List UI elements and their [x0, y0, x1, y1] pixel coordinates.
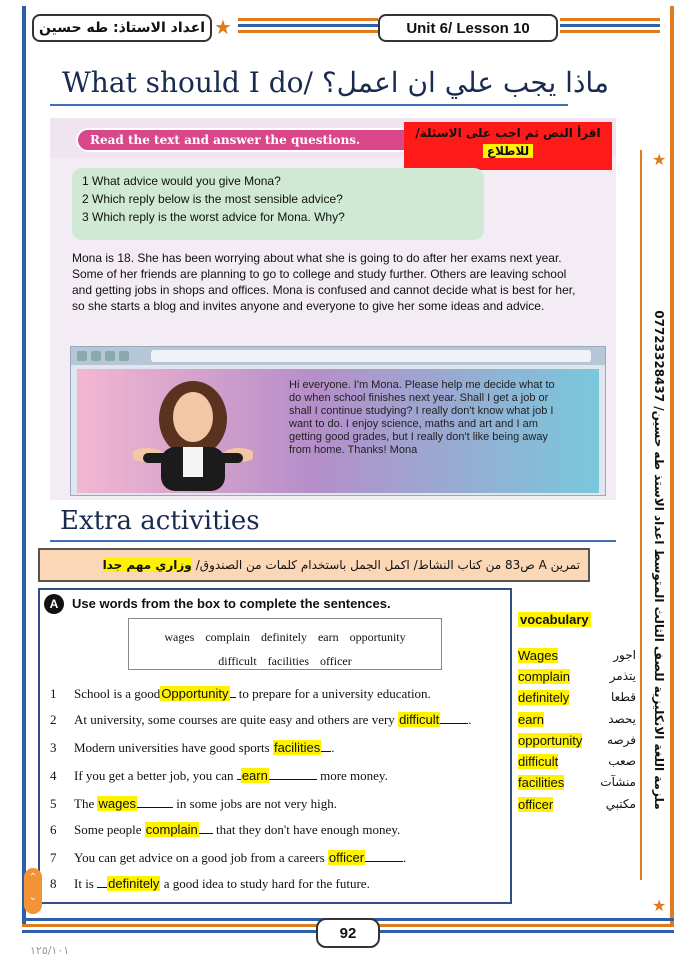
answer-fill: definitely	[108, 876, 160, 891]
vocab-ar: مكتبي	[605, 797, 636, 811]
answer-fill: Opportunity	[161, 686, 229, 701]
arabic-instruction	[38, 548, 590, 582]
vocab-en: officer	[518, 797, 554, 812]
answer-fill: earn	[241, 768, 268, 783]
sentence-3	[50, 740, 334, 756]
browser-toolbar	[71, 347, 605, 365]
sentence-number: 6	[50, 822, 57, 837]
arabic-note-highlight: للاطلاع	[483, 144, 533, 158]
vocab-item	[518, 669, 570, 684]
page-scroll-widget[interactable]	[24, 868, 42, 914]
arabic-instruction-text: تمرين A ص83 من كتاب النشاط/ اكمل الجمل باستخدام كلمات من الصندوق/	[195, 558, 580, 572]
sentence-5	[50, 796, 337, 812]
question-item: 3 Which reply is the worst advice for Mona. Why?	[82, 210, 345, 224]
sentence-number: 8	[50, 876, 57, 891]
side-vertical-text	[646, 230, 672, 890]
vocab-ar: منشآت	[600, 775, 636, 789]
sentence-number: 5	[50, 796, 57, 811]
mona-blog-message: Hi everyone. I'm Mona. Please help me decide what to do when school finishes next year. Shall I get a job or shall I continue studying? I really don't know what job I want to do. I enjoy science, maths and art and I am getting good grades, but I really don't like being away from home. Thanks! Mona	[289, 379, 555, 456]
sentence-text: It is	[74, 876, 94, 891]
reading-panel	[50, 118, 616, 500]
star-icon: ★	[214, 15, 232, 39]
sentence-text: You can get advice on a good job from a careers	[74, 850, 325, 865]
mona-photo	[133, 373, 253, 491]
unit-label: Unit 6/ Lesson 10	[378, 14, 558, 42]
sentence-number: 4	[50, 768, 57, 783]
arabic-note-text: اقرأ النص ثم اجب على الاسئلة/	[415, 126, 601, 140]
sentence-6	[50, 822, 400, 838]
box-word: wages	[164, 630, 195, 644]
answer-fill: wages	[98, 796, 137, 811]
activity-letter: A	[44, 594, 64, 614]
star-icon: ★	[652, 896, 667, 915]
sentence-number: 1	[50, 686, 57, 701]
word-box-row	[129, 649, 441, 673]
address-bar	[151, 350, 591, 362]
box-word: earn	[317, 630, 339, 644]
vocab-ar: قطعا	[610, 690, 636, 704]
chevron-down-icon[interactable]: ⌄	[28, 892, 38, 903]
word-box-row	[129, 625, 441, 649]
arabic-note	[404, 122, 612, 170]
question-item: 1 What advice would you give Mona?	[82, 174, 281, 188]
sentence-number: 3	[50, 740, 57, 755]
sentence-2	[50, 712, 472, 728]
vocab-en: difficult	[518, 754, 559, 769]
sentence-1	[50, 686, 431, 702]
sentence-text: a good idea to study hard for the future.	[163, 876, 370, 891]
extra-activities-heading: Extra activities	[60, 506, 260, 536]
answer-fill: officer	[328, 850, 365, 865]
sentence-number: 2	[50, 712, 57, 727]
sentence-7	[50, 850, 406, 866]
vocab-en: facilities	[518, 775, 565, 790]
footer-code: ١٢٥/١٠١	[30, 944, 70, 957]
vocab-en: opportunity	[518, 733, 583, 748]
sentence-text: .	[468, 712, 472, 727]
side-text-label: ملزمة اللغة الانكليزية للصف الثالث المتوسط اعداد الاستذ طه حسين/ 07723328437	[652, 310, 666, 810]
box-word: officer	[320, 654, 352, 668]
refresh-icon	[105, 351, 115, 361]
vocab-item	[518, 775, 564, 790]
answer-fill: difficult	[399, 712, 440, 727]
back-icon	[77, 351, 87, 361]
answer-fill: facilities	[273, 740, 321, 755]
star-icon: ★	[652, 150, 667, 169]
activity-instruction: Use words from the box to complete the sentences.	[72, 596, 391, 611]
questions-box	[72, 168, 484, 240]
forward-icon	[91, 351, 101, 361]
box-word: difficult	[218, 654, 257, 668]
box-word: opportunity	[349, 630, 406, 644]
sentence-text: Modern universities have good sports	[74, 740, 270, 755]
vocab-ar: يتذمر	[609, 669, 636, 683]
vocab-ar: صعب	[608, 754, 636, 768]
sentence-text: more money.	[320, 768, 388, 783]
vocab-item	[518, 754, 558, 769]
header-stripes-right	[560, 18, 660, 36]
sentence-text: School is a good	[74, 686, 161, 701]
vocab-item	[518, 733, 582, 748]
vocab-item	[518, 712, 544, 727]
vocab-item	[518, 648, 558, 663]
sentence-text: .	[403, 850, 407, 865]
vocab-item	[518, 690, 569, 705]
sentence-text: that they don't have enough money.	[216, 822, 401, 837]
vocab-en: definitely	[518, 690, 570, 705]
arabic-instruction-highlight: وزاري مهم جدا	[102, 558, 192, 572]
word-box	[128, 618, 442, 670]
vocab-ar: فرصه	[607, 733, 636, 747]
sentence-4	[50, 768, 388, 784]
page-title: What should I do/ ماذا يجب علي ان اعمل؟	[62, 66, 609, 99]
side-border	[640, 150, 642, 880]
box-word: complain	[205, 630, 250, 644]
sentence-number: 7	[50, 850, 57, 865]
reading-passage: Mona is 18. She has been worrying about what she is going to do after her exams next year. Some of her friends are planning to go to college and study further. Others are leaving school and getting jobs in shops and offices. Mona is confused and cannot decide what is best for her, so she starts a blog and invites anyone and everyone to give her some ideas and advice.	[72, 251, 576, 313]
extra-underline	[50, 540, 616, 542]
sentence-text: in some jobs are not very high.	[176, 796, 337, 811]
header-stripes	[238, 18, 378, 36]
vocab-ar: يحصد	[608, 712, 636, 726]
question-item: 2 Which reply below is the most sensible advice?	[82, 192, 343, 206]
answer-fill: complain	[145, 822, 198, 837]
read-instruction-button: Read the text and answer the questions.	[76, 128, 416, 152]
sentence-text: to prepare for a university education.	[238, 686, 431, 701]
sentence-text: .	[331, 740, 335, 755]
box-word: facilities	[267, 654, 309, 668]
sentence-text: The	[74, 796, 95, 811]
vocab-ar: اجور	[613, 648, 636, 662]
box-word: definitely	[261, 630, 307, 644]
chevron-up-icon[interactable]: ⌃	[28, 872, 38, 883]
blog-content	[77, 369, 599, 493]
vocab-en: complain	[518, 669, 571, 684]
vocabulary-title: vocabulary	[520, 612, 589, 627]
sentence-text: If you get a better job, you can	[74, 768, 234, 783]
home-icon	[119, 351, 129, 361]
title-underline	[50, 104, 568, 106]
sentence-text: Some people	[74, 822, 142, 837]
page-number: 92	[316, 918, 380, 948]
sentence-text: At university, some courses are quite easy and others are very	[74, 712, 395, 727]
sentence-8	[50, 876, 370, 892]
vocab-en: earn	[518, 712, 545, 727]
teacher-label: اعداد الاستاذ: طه حسين	[32, 14, 212, 42]
vocab-en: Wages	[518, 648, 558, 663]
vocab-item	[518, 797, 553, 812]
blog-browser-window	[70, 346, 606, 496]
